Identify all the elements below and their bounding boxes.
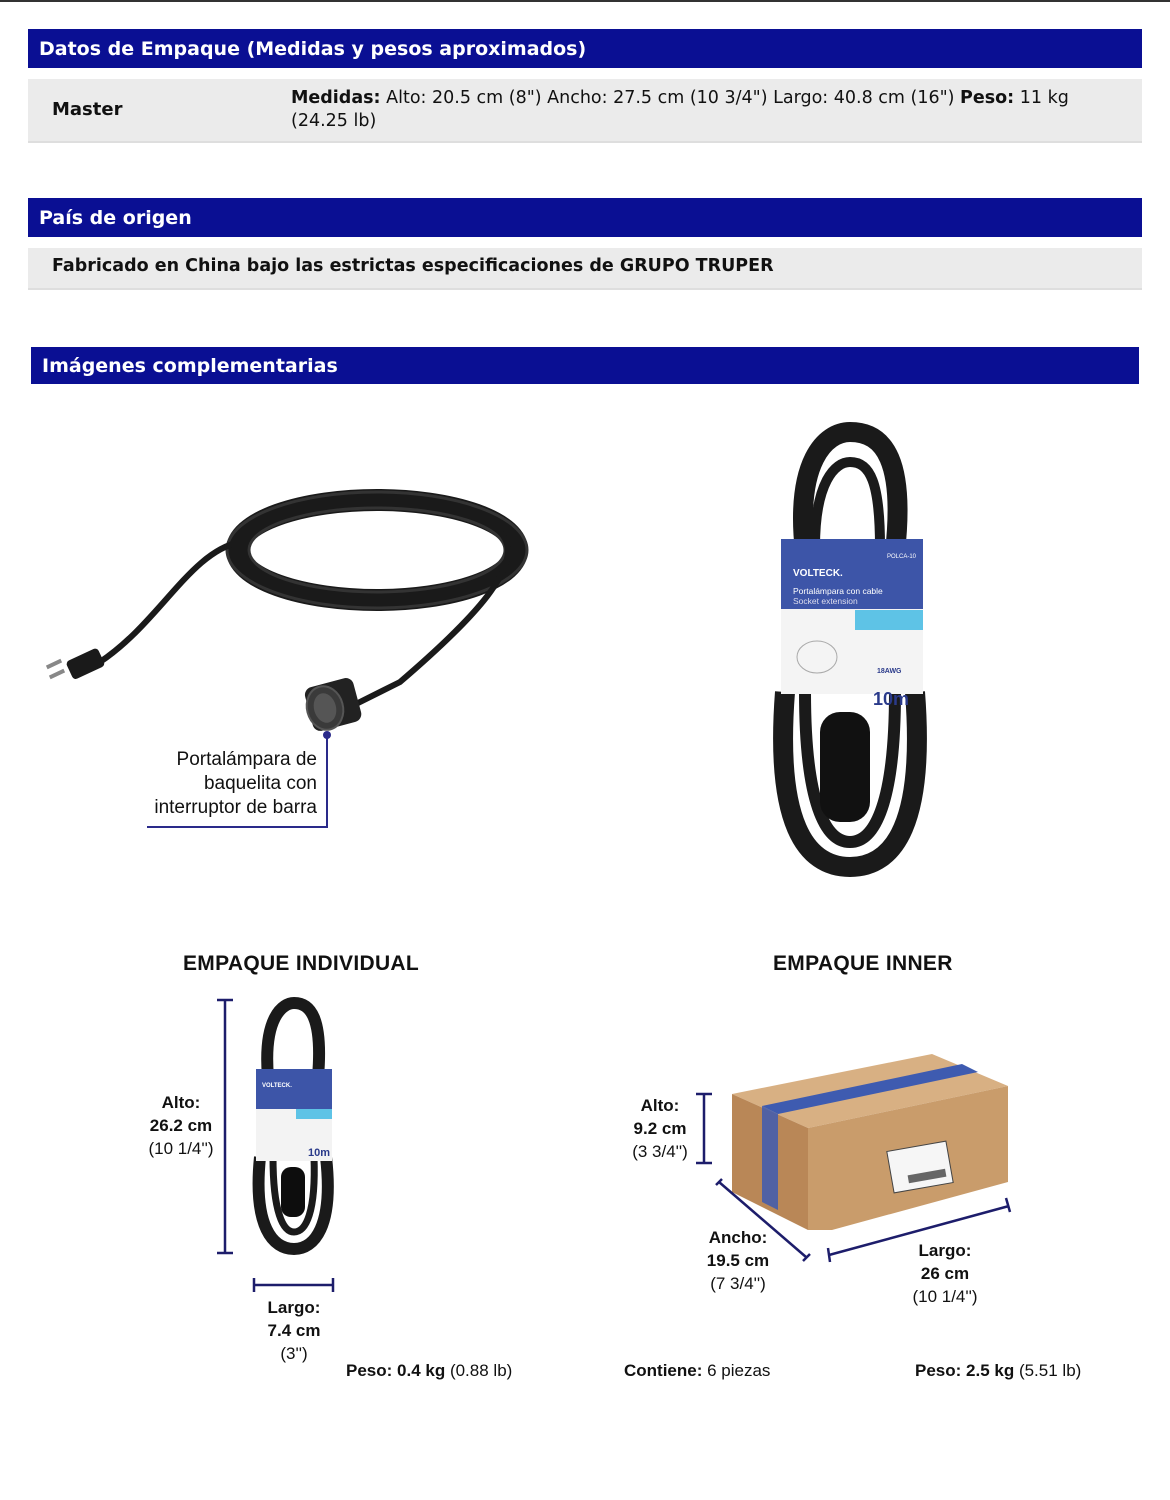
individual-length-dimension: [253, 1276, 335, 1294]
individual-weight-text: Peso: 0.4 kg (0.88 lb): [346, 1361, 513, 1380]
plug-icon: [46, 647, 106, 680]
measures-label: Medidas:: [291, 88, 381, 108]
origin-text: Fabricado en China bajo las estrictas especificaciones de GRUPO TRUPER: [52, 256, 774, 276]
svg-text:Portalámpara con cable: Portalámpara con cable: [793, 586, 883, 596]
individual-length-text: Largo: 7.4 cm (3''): [267, 1298, 321, 1363]
individual-package-title: EMPAQUE INDIVIDUAL: [183, 952, 420, 975]
packaging-section-title: Datos de Empaque (Medidas y pesos aproximados): [39, 37, 587, 60]
callout-line-1: Portalámpara de: [176, 749, 317, 770]
inner-height-text: Alto: 9.2 cm (3 3/4''): [632, 1096, 688, 1161]
origin-section-title: País de origen: [39, 206, 192, 229]
svg-text:18AWG: 18AWG: [877, 668, 902, 675]
callout-text: [145, 748, 317, 820]
product-cord-image: [40, 482, 520, 742]
inner-package-title: EMPAQUE INNER: [773, 952, 953, 975]
images-section-title: Imágenes complementarias: [42, 354, 338, 377]
weight-label: Peso:: [960, 88, 1015, 108]
svg-text:10m: 10m: [308, 1147, 331, 1159]
packaging-master-row: [28, 79, 1142, 143]
images-section-header: [31, 347, 1139, 384]
socket-icon: [302, 676, 363, 734]
product-package-image: [765, 422, 935, 877]
packaging-section-header: [28, 29, 1142, 68]
individual-package-image: [248, 997, 340, 1257]
package-label: [781, 539, 923, 709]
callout-line-3: interruptor de barra: [154, 797, 317, 818]
inner-height-dimension: [694, 1093, 714, 1165]
svg-text:VOLTECK.: VOLTECK.: [793, 568, 843, 579]
measures-value: Alto: 20.5 cm (8") Ancho: 27.5 cm (10 3/4") Largo: 40.8 cm (16"): [380, 88, 961, 108]
weight-value: 11 kg (24.25 lb): [291, 88, 1069, 131]
svg-text:POLCA-10: POLCA-10: [887, 554, 917, 560]
origin-row: [28, 248, 1142, 290]
inner-weight-text: Peso: 2.5 kg (5.51 lb): [915, 1361, 1082, 1380]
master-details: [291, 87, 1131, 133]
svg-text:VOLTECK.: VOLTECK.: [262, 1083, 292, 1089]
inner-width-text: Ancho: 19.5 cm (7 3/4''): [706, 1228, 770, 1293]
inner-contents-text: Contiene: 6 piezas: [624, 1361, 771, 1380]
callout-line-2: baquelita con: [203, 773, 317, 794]
svg-text:Socket extension: Socket extension: [793, 596, 858, 606]
svg-text:10m: 10m: [873, 689, 910, 709]
inner-length-text: Largo: 26 cm (10 1/4''): [912, 1241, 978, 1306]
origin-section-header: [28, 198, 1142, 237]
individual-height-text: Alto: 26.2 cm (10 1/4''): [148, 1093, 214, 1158]
master-label: Master: [52, 99, 123, 120]
